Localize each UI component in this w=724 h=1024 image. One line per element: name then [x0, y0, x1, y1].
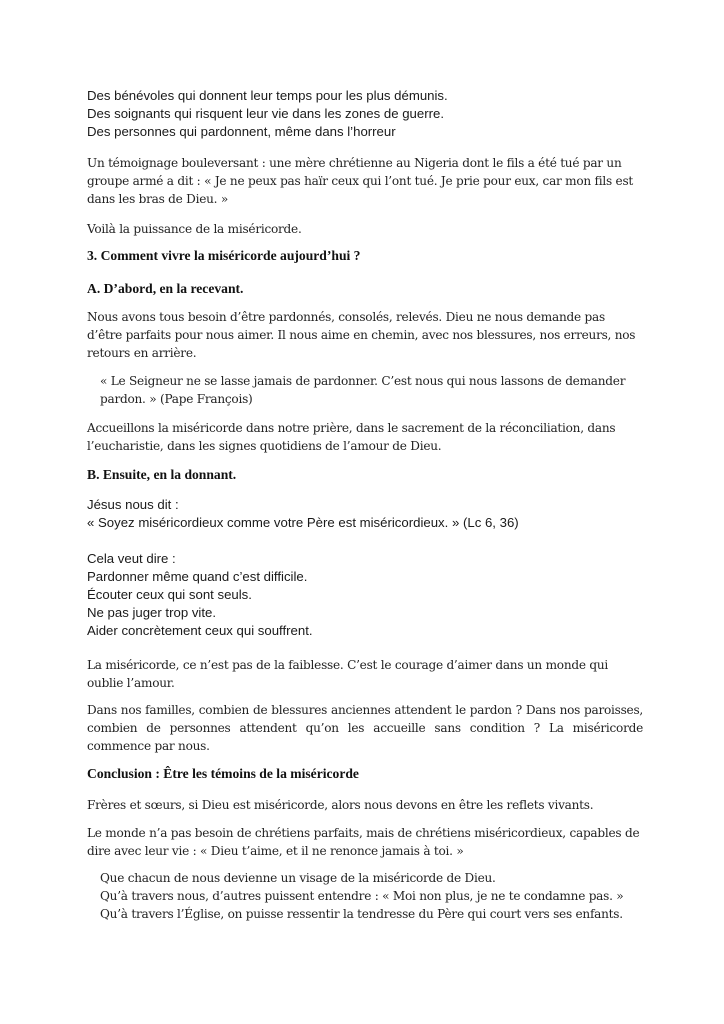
- families-paragraph: Dans nos familles, combien de blessures anciennes attendent le pardon ? Dans nos paroisses, combien de personnes attendent qu’on les accueille sans condition ? La miséricorde commence par nous.: [87, 703, 643, 753]
- example-item: Des personnes qui pardonnent, même dans l’horreur: [87, 124, 396, 139]
- meaning-list: [87, 550, 643, 640]
- wish-item: Qu’à travers nous, d’autres puissent entendre : « Moi non plus, je ne te condamne pas. »: [100, 889, 624, 903]
- wish-item: Que chacun de nous devienne un visage de la miséricorde de Dieu.: [100, 871, 496, 885]
- testimony-paragraph: Un témoignage bouleversant : une mère chrétienne au Nigeria dont le fils a été tué par un groupe armé a dit : « Je ne peux pas haïr ceux qui l’ont tué. Je prie pour eux, car mon fils est dans les bras de Dieu. »: [87, 156, 634, 206]
- meaning-item: Ne pas juger trop vite.: [87, 605, 217, 620]
- meaning-item: Aider concrètement ceux qui souffrent.: [87, 623, 313, 638]
- weakness-paragraph: La miséricorde, ce n’est pas de la faiblesse. C’est le courage d’aimer dans un monde qui oublie l’amour.: [87, 658, 608, 690]
- power-line: Voilà la puissance de la miséricorde.: [87, 222, 302, 236]
- conclusion-paragraph-1: Frères et sœurs, si Dieu est miséricorde, alors nous devons en être les reflets vivants.: [87, 798, 594, 812]
- wish-item: Qu’à travers l’Église, on puisse ressentir la tendresse du Père qui court vers ses enfants.: [100, 907, 623, 921]
- conclusion-paragraph-2: Le monde n’a pas besoin de chrétiens parfaits, mais de chrétiens miséricordieux, capables de dire avec leur vie : « Dieu t’aime, et il ne renonce jamais à toi. »: [87, 826, 640, 858]
- section-3-heading: 3. Comment vivre la miséricorde aujourd’hui ?: [87, 248, 361, 263]
- meaning-intro: Cela veut dire :: [87, 551, 176, 566]
- pope-quote: « Le Seigneur ne se lasse jamais de pardonner. C’est nous qui nous lassons de demander pardon. » (Pape François): [100, 374, 626, 406]
- jesus-quote: « Soyez miséricordieux comme votre Père est miséricordieux. » (Lc 6, 36): [87, 515, 519, 530]
- part-a-paragraph: Nous avons tous besoin d’être pardonnés, consolés, relevés. Dieu ne nous demande pas d’être parfaits pour nous aimer. Il nous aime en chemin, avec nos blessures, nos erreurs, nos retours en arrière.: [87, 310, 636, 360]
- conclusion-heading: Conclusion : Être les témoins de la miséricorde: [87, 766, 359, 781]
- jesus-quote-block: [87, 496, 643, 532]
- jesus-intro: Jésus nous dit :: [87, 497, 179, 512]
- wishes-list: [100, 869, 660, 923]
- example-item: Des bénévoles qui donnent leur temps pour les plus démunis.: [87, 88, 448, 103]
- examples-list: [87, 87, 643, 141]
- part-b-heading: B. Ensuite, en la donnant.: [87, 467, 237, 482]
- part-a-paragraph-2: Accueillons la miséricorde dans notre prière, dans le sacrement de la réconciliation, dans l’eucharistie, dans les signes quotidiens de l’amour de Dieu.: [87, 421, 616, 453]
- part-a-heading: A. D’abord, en la recevant.: [87, 281, 244, 296]
- meaning-item: Écouter ceux qui sont seuls.: [87, 587, 252, 602]
- meaning-item: Pardonner même quand c’est difficile.: [87, 569, 308, 584]
- example-item: Des soignants qui risquent leur vie dans les zones de guerre.: [87, 106, 445, 121]
